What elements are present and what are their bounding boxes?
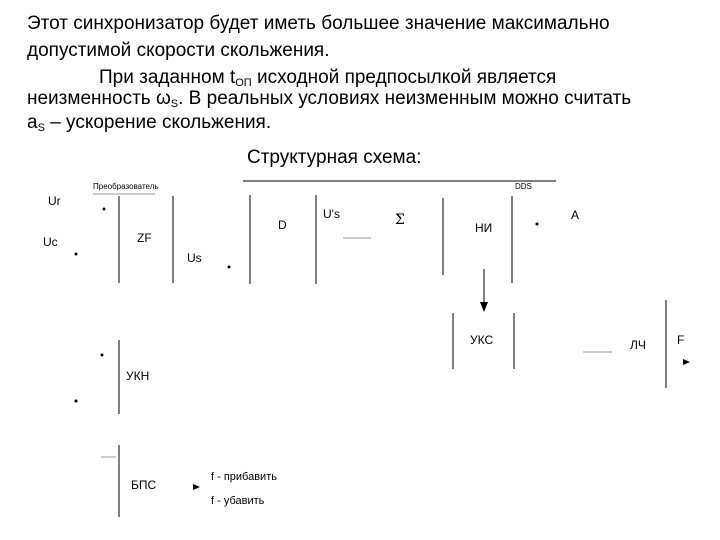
f-add-label: f - прибавить [211, 471, 277, 483]
text-line-4-start: неизменность ω [27, 88, 171, 109]
text-line-3-start: При заданном t [99, 67, 236, 88]
f-subtract-label: f - убавить [211, 495, 265, 507]
bps-output-arrow [193, 484, 200, 490]
ni-to-uks-arrowhead [480, 302, 488, 312]
text-line-4-subscript: S [170, 98, 179, 110]
bps-block-label: БПС [131, 478, 157, 492]
text-line-1: Этот синхронизатор будет иметь большее значение максимально [27, 13, 610, 34]
text-line-5-subscript: S [37, 122, 45, 134]
ukn-block-label: УКН [126, 369, 150, 383]
text-line-2: допустимой скорости скольжения. [27, 40, 330, 61]
ni-block-label: НИ [475, 221, 493, 235]
us-prime-label: U's [323, 207, 340, 221]
zf-label: ZF [137, 231, 152, 245]
uc-label: Uc [43, 235, 58, 249]
f-output-label: F [677, 333, 685, 347]
uks-block-label: УКС [470, 333, 494, 347]
ur-label: Ur [48, 194, 61, 208]
us-terminal-dot [228, 266, 231, 269]
text-line-4-end: . В реальных условиях неизменным можно считать [178, 88, 632, 109]
uc-terminal-dot [75, 253, 78, 256]
us-label: Us [187, 251, 202, 265]
converter-label: Преобразователь [93, 182, 159, 191]
a-terminal-dot [536, 223, 539, 226]
d-block-label: D [278, 218, 287, 232]
diagram-heading: Структурная схема: [247, 147, 422, 168]
text-line-5-start: a [27, 112, 38, 133]
ukn-terminal-dot-1 [101, 354, 104, 357]
a-label: A [571, 208, 580, 222]
text-line-5-end: – ускорение скольжения. [44, 112, 272, 133]
f-output-arrow [683, 359, 690, 365]
dds-label: DDS [515, 182, 532, 191]
ur-terminal-dot [103, 208, 106, 211]
ukn-terminal-dot-2 [75, 400, 78, 403]
text-line-3-subscript: ОП [235, 77, 252, 89]
summator-sigma: Σ [395, 212, 405, 228]
lch-block-label: ЛЧ [630, 338, 646, 352]
text-line-3-end: исходной предпосылкой является [251, 67, 557, 88]
